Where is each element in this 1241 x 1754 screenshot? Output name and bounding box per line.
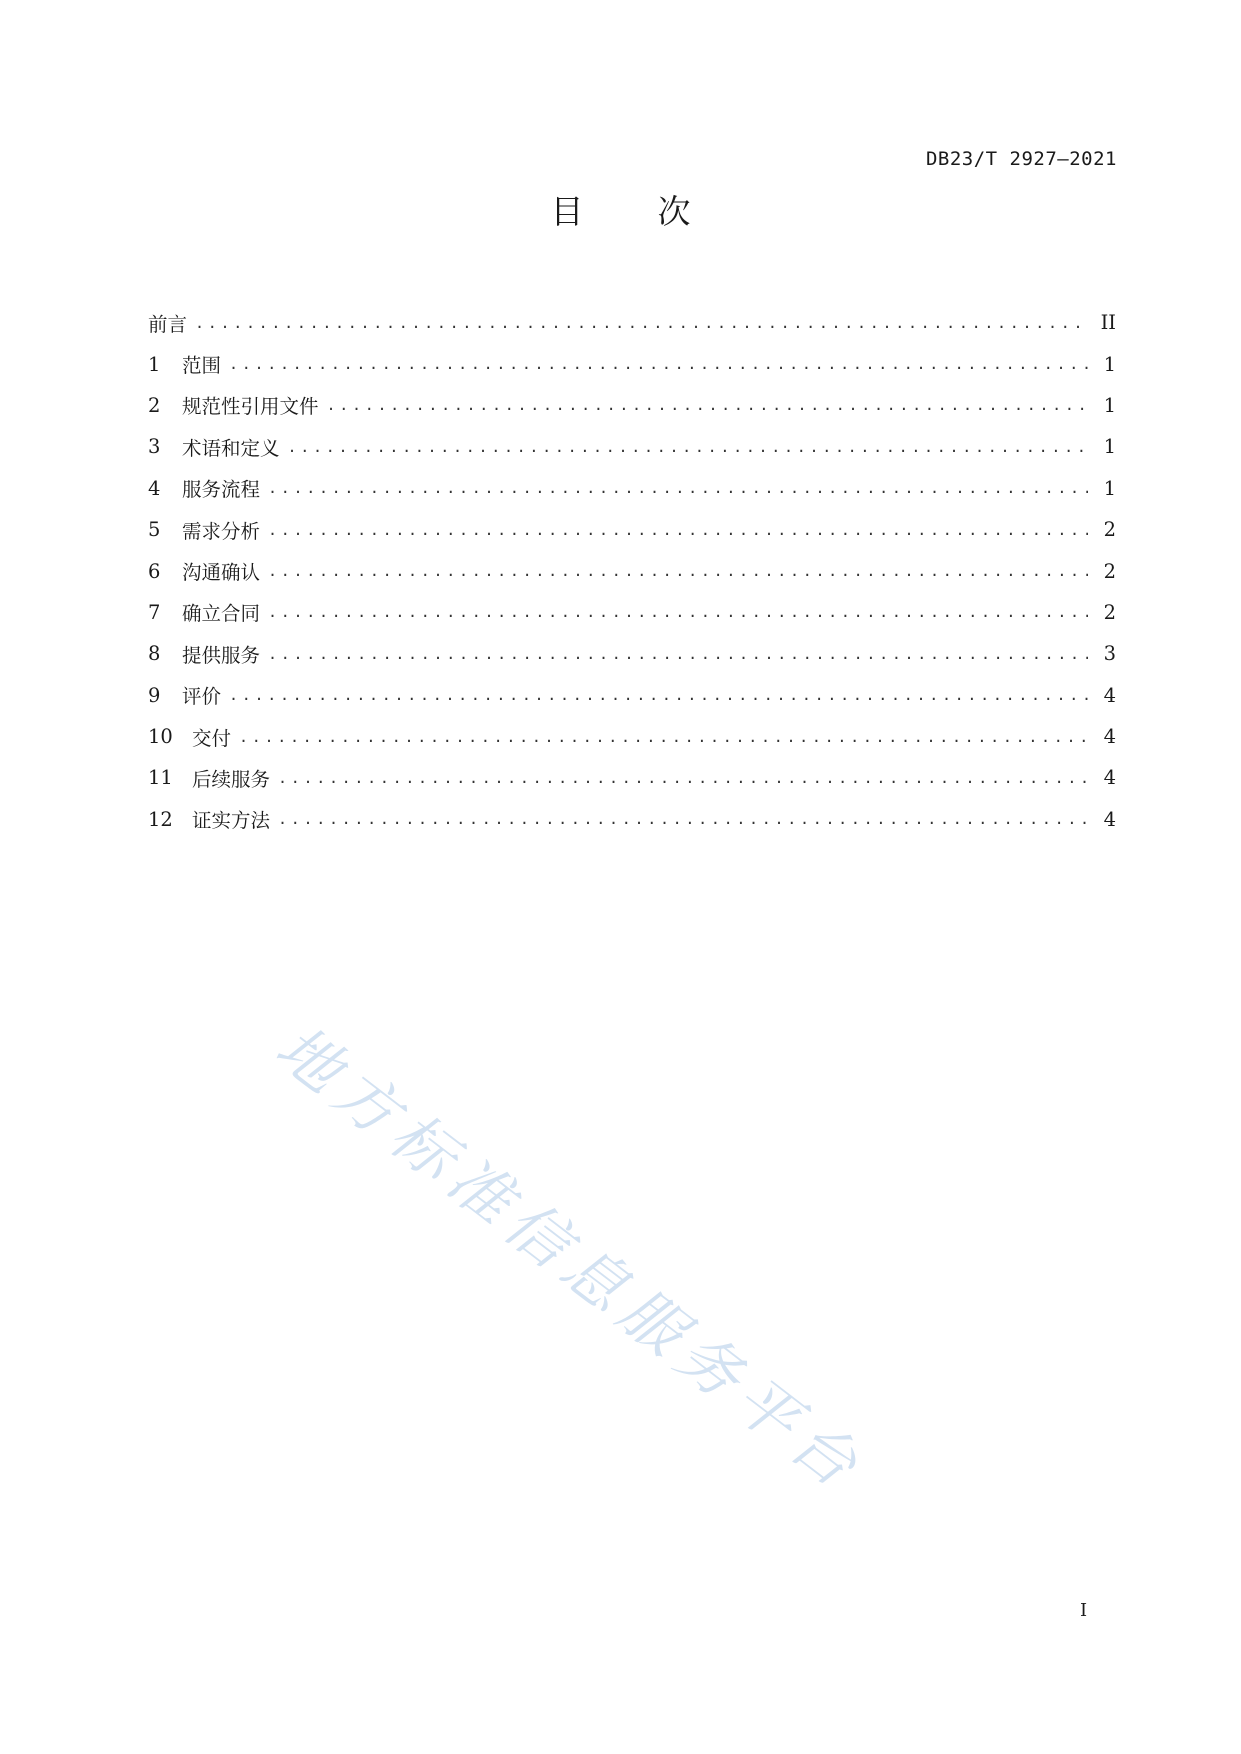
toc-leader-dots bbox=[268, 645, 1088, 663]
toc-entry-12[interactable] bbox=[148, 799, 1116, 840]
page-title bbox=[0, 190, 1241, 234]
toc-entry-4[interactable] bbox=[148, 468, 1116, 509]
toc-entry-page: 1 bbox=[1103, 435, 1116, 459]
table-of-contents bbox=[148, 302, 1116, 840]
toc-leader-dots bbox=[278, 810, 1088, 828]
toc-entry-page: 4 bbox=[1103, 766, 1116, 790]
toc-leader-dots bbox=[268, 562, 1088, 580]
toc-entry-title: 前言 bbox=[148, 312, 188, 336]
toc-leader-dots bbox=[268, 521, 1088, 539]
toc-entry-number: 7 bbox=[148, 600, 161, 624]
toc-entry-number: 6 bbox=[148, 559, 161, 583]
toc-entry-title: 后续服务 bbox=[192, 767, 271, 791]
toc-entry-title: 范围 bbox=[182, 354, 222, 378]
toc-entry-title: 交付 bbox=[192, 726, 232, 750]
toc-entry-number: 5 bbox=[148, 518, 161, 542]
document-code: DB23/T 2927—2021 bbox=[925, 148, 1117, 170]
toc-leader-dots bbox=[239, 728, 1088, 746]
toc-entry-number: 11 bbox=[148, 766, 173, 790]
toc-entry-number: 10 bbox=[148, 725, 173, 749]
toc-entry-5[interactable] bbox=[148, 509, 1116, 550]
toc-entry-6[interactable] bbox=[148, 550, 1116, 591]
toc-entry-11[interactable] bbox=[148, 757, 1116, 798]
toc-entry-title: 沟通确认 bbox=[182, 561, 261, 585]
toc-entry-9[interactable] bbox=[148, 675, 1116, 716]
toc-entry-title: 评价 bbox=[182, 685, 222, 709]
toc-entry-number: 2 bbox=[148, 393, 161, 417]
toc-entry-1[interactable] bbox=[148, 343, 1116, 384]
toc-entry-number: 1 bbox=[148, 352, 161, 376]
toc-leader-dots bbox=[288, 438, 1088, 456]
toc-entry-page: 4 bbox=[1103, 725, 1116, 749]
toc-entry-8[interactable] bbox=[148, 633, 1116, 674]
toc-entry-page: II bbox=[1100, 311, 1116, 335]
toc-entry-number: 4 bbox=[148, 476, 161, 500]
toc-entry-title: 提供服务 bbox=[182, 643, 261, 667]
toc-entry-page: 2 bbox=[1103, 600, 1116, 624]
toc-entry-number: 9 bbox=[148, 683, 161, 707]
toc-entry-title: 需求分析 bbox=[182, 519, 261, 543]
toc-entry-title: 术语和定义 bbox=[182, 436, 280, 460]
toc-entry-7[interactable] bbox=[148, 592, 1116, 633]
toc-entry-number: 8 bbox=[148, 642, 161, 666]
page-number: I bbox=[1080, 1600, 1088, 1621]
toc-entry-page: 1 bbox=[1103, 476, 1116, 500]
toc-entry-title: 证实方法 bbox=[192, 809, 271, 833]
toc-entry-page: 4 bbox=[1103, 683, 1116, 707]
toc-entry-title: 规范性引用文件 bbox=[182, 395, 319, 419]
toc-entry-title: 确立合同 bbox=[182, 602, 261, 626]
toc-entry-page: 3 bbox=[1103, 642, 1116, 666]
page-title-char-2: 次 bbox=[657, 192, 691, 231]
toc-leader-dots bbox=[327, 396, 1088, 414]
watermark: 地方标准信息服务平台 bbox=[262, 1010, 879, 1507]
toc-entry-foreword[interactable] bbox=[148, 302, 1116, 343]
toc-entry-2[interactable] bbox=[148, 385, 1116, 426]
toc-entry-number: 3 bbox=[148, 435, 161, 459]
toc-leader-dots bbox=[268, 479, 1088, 497]
toc-leader-dots bbox=[278, 769, 1088, 787]
toc-entry-page: 2 bbox=[1103, 518, 1116, 542]
toc-entry-3[interactable] bbox=[148, 426, 1116, 467]
toc-entry-title: 服务流程 bbox=[182, 478, 261, 502]
toc-entry-page: 2 bbox=[1103, 559, 1116, 583]
toc-entry-page: 1 bbox=[1103, 393, 1116, 417]
page-title-char-1: 目 bbox=[550, 192, 584, 231]
toc-entry-page: 1 bbox=[1103, 352, 1116, 376]
toc-leader-dots bbox=[268, 603, 1088, 621]
toc-leader-dots bbox=[229, 355, 1088, 373]
toc-entry-10[interactable] bbox=[148, 716, 1116, 757]
toc-leader-dots bbox=[229, 686, 1088, 704]
toc-leader-dots bbox=[195, 314, 1088, 332]
toc-entry-page: 4 bbox=[1103, 807, 1116, 831]
toc-entry-number: 12 bbox=[148, 807, 173, 831]
